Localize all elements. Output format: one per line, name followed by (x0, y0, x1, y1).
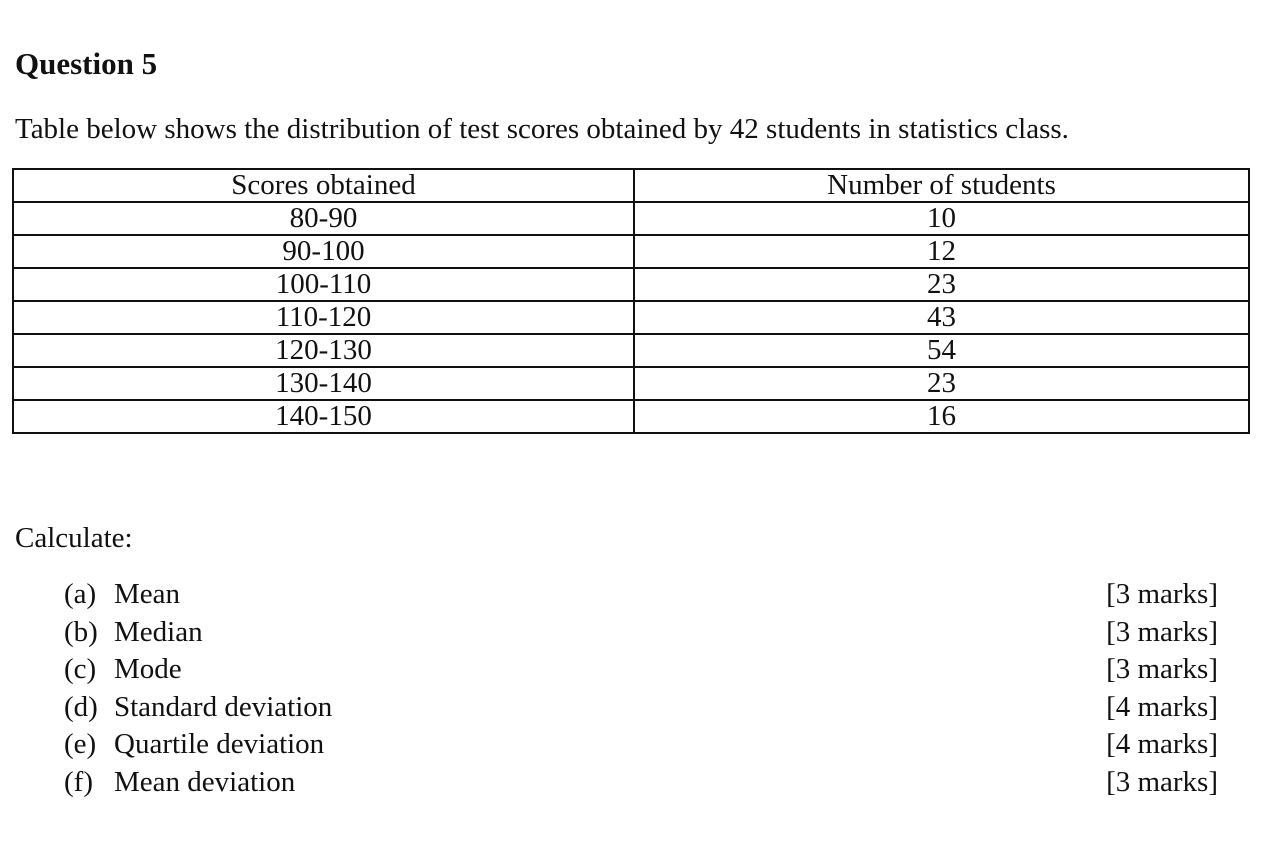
part-letter: (a) (64, 578, 97, 610)
part-text: Quartile deviation (114, 728, 325, 760)
table-row (13, 202, 1249, 235)
table-row (13, 367, 1249, 400)
score-range-cell: 100-110 (13, 268, 634, 301)
student-count-cell: 23 (634, 268, 1249, 301)
part-letter: (d) (64, 690, 98, 723)
part-text: Mode (114, 653, 182, 685)
part-text: Mean (114, 578, 181, 610)
score-distribution-table (12, 168, 1250, 434)
part-text: Mean deviation (114, 765, 296, 798)
part-letter: (c) (64, 653, 97, 685)
column-header-students: Number of students (634, 169, 1249, 202)
question-part-e (64, 726, 1218, 764)
table-row (13, 400, 1249, 433)
question-part-c (64, 651, 1218, 689)
part-letter: (b) (64, 615, 98, 648)
part-text: Standard deviation (114, 690, 333, 723)
score-range-cell: 90-100 (13, 235, 634, 268)
score-range-cell: 110-120 (13, 301, 634, 334)
part-marks: [4 marks] (1106, 728, 1218, 760)
score-range-cell: 120-130 (13, 334, 634, 367)
student-count-cell: 10 (634, 202, 1249, 235)
question-title: Question 5 (15, 46, 158, 81)
student-count-cell: 43 (634, 301, 1249, 334)
question-part-f (64, 764, 1218, 802)
student-count-cell: 12 (634, 235, 1249, 268)
score-range-cell: 140-150 (13, 400, 634, 433)
student-count-cell: 54 (634, 334, 1249, 367)
column-header-scores: Scores obtained (13, 169, 634, 202)
table-row (13, 268, 1249, 301)
table-row (13, 235, 1249, 268)
question-parts-list (64, 576, 1218, 801)
part-marks: [3 marks] (1106, 578, 1218, 610)
question-part-b (64, 614, 1218, 652)
table-row (13, 301, 1249, 334)
part-marks: [4 marks] (1106, 690, 1218, 723)
part-marks: [3 marks] (1106, 765, 1218, 798)
student-count-cell: 23 (634, 367, 1249, 400)
student-count-cell: 16 (634, 400, 1249, 433)
part-letter: (f) (64, 765, 93, 798)
part-text: Median (114, 615, 203, 648)
table-row (13, 334, 1249, 367)
calculate-label: Calculate: (15, 522, 133, 554)
score-range-cell: 130-140 (13, 367, 634, 400)
part-marks: [3 marks] (1106, 615, 1218, 648)
table-header-row (13, 169, 1249, 202)
question-part-d (64, 689, 1218, 727)
question-part-a (64, 576, 1218, 614)
part-marks: [3 marks] (1106, 653, 1218, 685)
score-range-cell: 80-90 (13, 202, 634, 235)
question-intro: Table below shows the distribution of test scores obtained by 42 students in statistics class. (15, 113, 1069, 145)
part-letter: (e) (64, 728, 97, 760)
